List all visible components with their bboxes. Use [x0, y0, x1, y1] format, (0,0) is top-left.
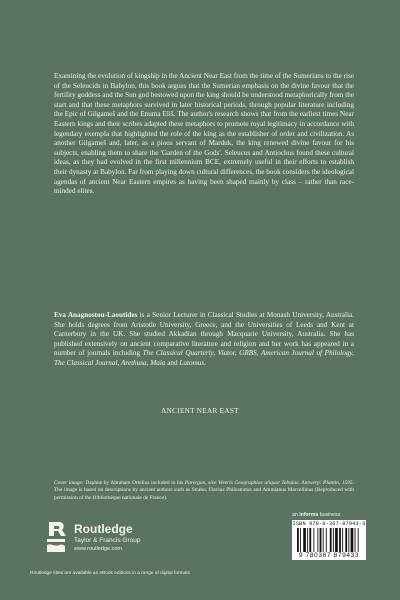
credit-work: Parergon, sive Veteris Geographiae aliquot Tabulae. Antwerp: Plantin, 1595 [184, 480, 353, 486]
author-bio-text: is a Senior Lecturer in Classical Studies at Monash University, Australia. She holds degrees from Aristotle University, Greece, and the Universities of Leeds and Kent at Canterbury in the UK. She studied Akkadian through Macquarie University, Australia. She has published extensively on ancient comparative literature and religion and her work has appeared in a number of journals including [54, 311, 354, 358]
routledge-logo-icon [45, 520, 67, 554]
journal-list: The Classical Quarterly, Viator, GRBS, American Journal of Philology, The Classical Journal, Arethusa, Maia [54, 349, 354, 367]
journal-last: Latomus [179, 358, 205, 367]
informa-business-label [292, 512, 340, 518]
author-bio [54, 311, 354, 369]
author-bio-and: and [165, 358, 180, 367]
cover-image-credit [54, 480, 354, 502]
informa-prefix: an [292, 512, 300, 518]
ebook-note: Routledge titles are available as eBook editions in a range of digital formats [30, 571, 190, 576]
barcode-bars-icon [296, 528, 362, 552]
informa-suffix: business [318, 512, 341, 518]
informa-brand: informa [299, 512, 319, 518]
subject-category: ANCIENT NEAR EAST [161, 407, 239, 415]
book-blurb: Examining the evolution of kingship in the Ancient Near East from the time of the Sumerians to the rise of the Seleucids in Babylon, this book argues that the Sumerian emphasis on the divine favour that the fertility goddess and the Sun god bestowed upon the king should be understood metaphorically from the start and that these metaphors survived in later historical periods, through popular literature including the Epic of Gilgameš and the Enuma Eliš. The author's research shows that from the earliest times Near Eastern kings and their scribes adapted these metaphors to promote royal legitimacy in accordance with legendary exempla that highlighted the role of the king as the establisher of order and civilization. As another Gilgameš and, later, as a pious servant of Marduk, the king renewed divine favour for his subjects, enabling them to share the 'Garden of the Gods'. Seleucus and Antiochus found these cultural ideas, as they had evolved in the first millennium BCE, extremely useful in their efforts to establish their dynasty at Babylon. Far from playing down cultural differences, the book considers the ideological agendas of ancient Near Eastern empires as having been shaped mainly by class – rather than race-minded elites. [54, 72, 354, 196]
credit-text: Daphne by Abraham Ortelius included in his [83, 480, 185, 486]
credit-label: Cover image: [54, 480, 84, 486]
author-name: Eva Anagnostou-Laoutides [54, 311, 138, 319]
credit-text-2: . The image is based on descriptions by ancient authors such as Strabo, Flavius Philostratus and Ammianus Marcellinus (Reproduced with permission of the Bibliothèque nationale de France). [54, 480, 354, 501]
publisher-name: Routledge [74, 522, 133, 536]
publisher-group: Taylor & Francis Group [74, 537, 141, 544]
author-bio-end: . [204, 358, 206, 367]
barcode [292, 520, 366, 560]
publisher-url[interactable]: www.routledge.com [74, 546, 122, 552]
isbn-label: ISBN 978-0-367-87943-3 [292, 521, 366, 527]
barcode-number: 9 780367 879433 [298, 552, 360, 559]
publisher-block [74, 523, 140, 554]
